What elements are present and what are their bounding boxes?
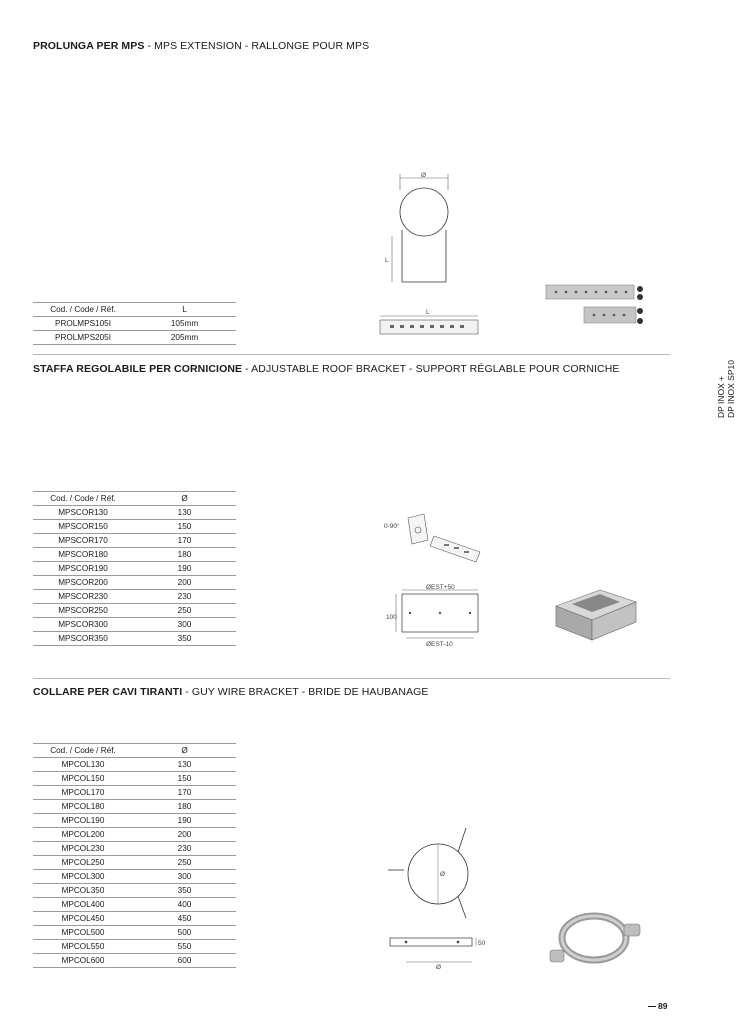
table-row: PROLMPS105I 105mm	[33, 317, 236, 331]
section-title-roof-bracket: STAFFA REGOLABILE PER CORNICIONE - ADJUSTABLE ROOF BRACKET - SUPPORT RÉGLABLE POUR CORNICHE	[33, 363, 620, 375]
roof-bracket-dim-drawing	[384, 584, 484, 650]
column-header-code: Cod. / Code / Réf.	[33, 492, 133, 506]
mps-extension-photo	[544, 283, 648, 329]
mps-extension-drawing	[380, 170, 490, 340]
table-row: MPSCOR300 300	[33, 618, 236, 632]
table-row: MPCOL400 400	[33, 898, 236, 912]
table-row: MPSCOR170 170	[33, 534, 236, 548]
angle-label: 0-90°	[384, 523, 400, 530]
side-label-line2: DP INOX SP10	[726, 360, 736, 418]
guy-wire-photo	[550, 900, 646, 970]
table-row: MPSCOR350 350	[33, 632, 236, 646]
diameter-label: Ø	[421, 172, 427, 179]
page-number-dash	[648, 1006, 656, 1007]
column-header-diameter: Ø	[133, 744, 236, 758]
table-row: PROLMPS205I 205mm	[33, 331, 236, 345]
length-label: L	[385, 257, 389, 264]
diameter-label: Ø	[440, 871, 446, 878]
table-row: MPCOL600 600	[33, 954, 236, 968]
column-header-code: Cod. / Code / Réf.	[33, 744, 133, 758]
roof-bracket-photo	[550, 586, 640, 642]
guy-wire-drawing	[386, 822, 496, 972]
section-title-guy-wire-bracket: COLLARE PER CAVI TIRANTI - GUY WIRE BRACKET - BRIDE DE HAUBANAGE	[33, 686, 429, 698]
height-dim-label: 50	[478, 940, 486, 947]
table-header-row	[33, 303, 236, 317]
table-row: MPCOL150 150	[33, 772, 236, 786]
table-row: MPSCOR130 130	[33, 506, 236, 520]
table-row: MPCOL300 300	[33, 870, 236, 884]
divider	[33, 354, 670, 355]
mps-extension-table	[33, 302, 236, 345]
table-row: MPCOL170 170	[33, 786, 236, 800]
table-row: MPCOL230 230	[33, 842, 236, 856]
roof-bracket-table	[33, 491, 236, 646]
table-row: MPCOL350 350	[33, 884, 236, 898]
side-product-label	[712, 360, 742, 420]
table-header-row	[33, 744, 236, 758]
column-header-length: L	[133, 303, 236, 317]
table-row: MPSCOR150 150	[33, 520, 236, 534]
roof-bracket-angle-drawing	[384, 510, 484, 570]
table-row: MPCOL550 550	[33, 940, 236, 954]
table-row: MPCOL200 200	[33, 828, 236, 842]
length-bottom-label: L	[426, 309, 430, 316]
divider	[33, 678, 670, 679]
page-number: 89	[648, 1001, 667, 1011]
side-label-line1: DP INOX +	[716, 375, 726, 418]
table-row: MPSCOR230 230	[33, 590, 236, 604]
column-header-code: Cod. / Code / Réf.	[33, 303, 133, 317]
table-header-row	[33, 492, 236, 506]
table-row: MPCOL130 130	[33, 758, 236, 772]
guy-wire-table	[33, 743, 236, 968]
top-dim-label: ØEST+50	[426, 584, 455, 591]
table-row: MPSCOR250 250	[33, 604, 236, 618]
bottom-dim-label: ØEST-10	[426, 641, 453, 648]
table-row: MPCOL180 180	[33, 800, 236, 814]
table-row: MPCOL250 250	[33, 856, 236, 870]
table-row: MPSCOR190 190	[33, 562, 236, 576]
table-row: MPCOL500 500	[33, 926, 236, 940]
width-dim-label: Ø	[436, 964, 442, 971]
height-dim-label: 100	[386, 614, 397, 621]
table-row: MPCOL450 450	[33, 912, 236, 926]
table-row: MPSCOR200 200	[33, 576, 236, 590]
section-title-mps-extension: PROLUNGA PER MPS - MPS EXTENSION - RALLONGE POUR MPS	[33, 40, 370, 52]
table-row: MPCOL190 190	[33, 814, 236, 828]
table-row: MPSCOR180 180	[33, 548, 236, 562]
column-header-diameter: Ø	[133, 492, 236, 506]
